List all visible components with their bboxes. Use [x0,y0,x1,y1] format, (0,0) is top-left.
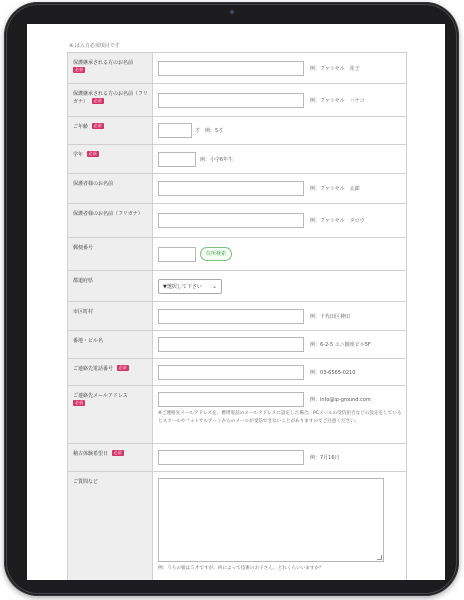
label-visit-date: 稽古体験希望日 必須 [68,444,153,471]
label-prefecture: 都道府県 [68,271,153,301]
required-note: ※ は入力必須項目です [69,43,120,49]
grade-example: 例：小学6年生 [200,156,234,163]
label-guardian-name: 保護者様のお名前 [68,174,153,203]
label-email: ご連絡先メールアドレス 必須 [68,386,153,443]
label-applicant-kana: 保護継承される方のお名前（フリガナ） 必須 [68,84,153,116]
applicant-kana-input[interactable] [158,93,304,108]
row-grade [68,145,406,174]
required-badge: 必須 [93,123,102,128]
row-visit-date [68,444,406,472]
email-input[interactable] [158,392,304,407]
form-table [67,52,407,580]
age-suffix: 才 例：5才 [195,128,224,134]
email-note: ※ご連絡先メールアドレスを、携帯電話のメールアドレスに設定した場合、PCメールの受信拒否などの設定をしているとスクールやフォトサルアートからのメールが受信できないことがありますのでご注意ください。 [158,411,402,424]
label-grade: 学年 必須 [68,145,153,173]
camera-dot [230,10,234,14]
inquiry-form [67,40,407,580]
label-city: 市区町村 [68,302,153,330]
required-badge: 必須 [75,67,83,72]
cell-applicant-name [153,53,406,83]
city-input[interactable] [158,309,304,324]
zip-input[interactable] [158,247,196,262]
grade-input[interactable] [158,152,196,167]
label-phone: ご連絡先電話番号 必須 [68,359,153,385]
guardian-name-input[interactable] [158,181,304,196]
cell-visit-date [153,444,406,471]
email-example: 例：info@ip-ground.com [310,397,371,403]
cell-applicant-kana [153,84,406,116]
row-questions [68,472,406,580]
tablet-frame [4,2,459,596]
questions-example: 例：うちの娘は５才ですが、何によって技術のお子さん、どれくらいいますか？ [158,566,324,571]
visit-date-input[interactable] [158,450,304,465]
cell-address [153,331,406,358]
address-example: 例：6-2-5 ユニ銀座ビル5F [310,342,371,348]
label-zip: 郵便番号 [68,238,153,270]
required-badge: 必須 [93,98,102,103]
questions-textarea[interactable] [158,478,384,562]
address-input[interactable] [158,337,304,352]
row-phone [68,359,406,386]
guardian-kana-input[interactable] [158,213,304,228]
age-input[interactable] [158,123,192,138]
cell-guardian-kana [153,204,406,237]
chevron-down-icon: ⌄ [211,282,217,290]
row-applicant-name [68,53,406,84]
phone-example: 例：03-6565-0210 [310,369,356,376]
address-search-button[interactable]: 住所検索 [200,247,232,261]
resize-handle-icon[interactable] [377,555,382,560]
applicant-kana-example: 例：ファトサル ハナコ [310,97,365,104]
row-guardian-name [68,174,406,204]
row-applicant-kana [68,84,406,117]
row-age [68,117,406,145]
visit-date-example: 例：7月16日 [310,455,340,461]
cell-questions [153,472,406,580]
cell-prefecture [153,271,406,301]
city-example: 例：千代田区神田 [310,313,351,320]
cell-age [153,117,406,144]
cell-grade [153,145,406,173]
label-address: 番地・ビル名 [68,331,153,358]
label-questions: ご質問など [68,472,153,580]
required-badge: 必須 [75,400,83,405]
row-address [68,331,406,359]
applicant-name-input[interactable] [158,61,304,76]
cell-phone [153,359,406,385]
required-badge: 必須 [118,365,127,370]
phone-input[interactable] [158,365,304,380]
row-guardian-kana [68,204,406,238]
row-zip [68,238,406,271]
row-email [68,386,406,444]
cell-email [153,386,406,443]
screen [27,24,445,580]
applicant-name-example: 例：ファトサル 花子 [310,65,360,72]
label-applicant-name: 保護継承される方のお名前 必須 [68,53,153,83]
cell-guardian-name [153,174,406,203]
prefecture-select[interactable]: ▼選択して下さい ⌄ [158,279,222,294]
cell-zip [153,238,406,270]
row-city [68,302,406,331]
required-badge: 必須 [88,151,97,156]
guardian-kana-example: 例：ファトサル タロウ [310,218,365,224]
cell-city [153,302,406,330]
guardian-name-example: 例：ファトサル 太郎 [310,186,360,192]
label-guardian-kana: 保護者様のお名前（フリガナ） [68,204,153,237]
row-prefecture [68,271,406,302]
label-age: ご年齢 必須 [68,117,153,144]
required-badge: 必須 [113,450,122,455]
